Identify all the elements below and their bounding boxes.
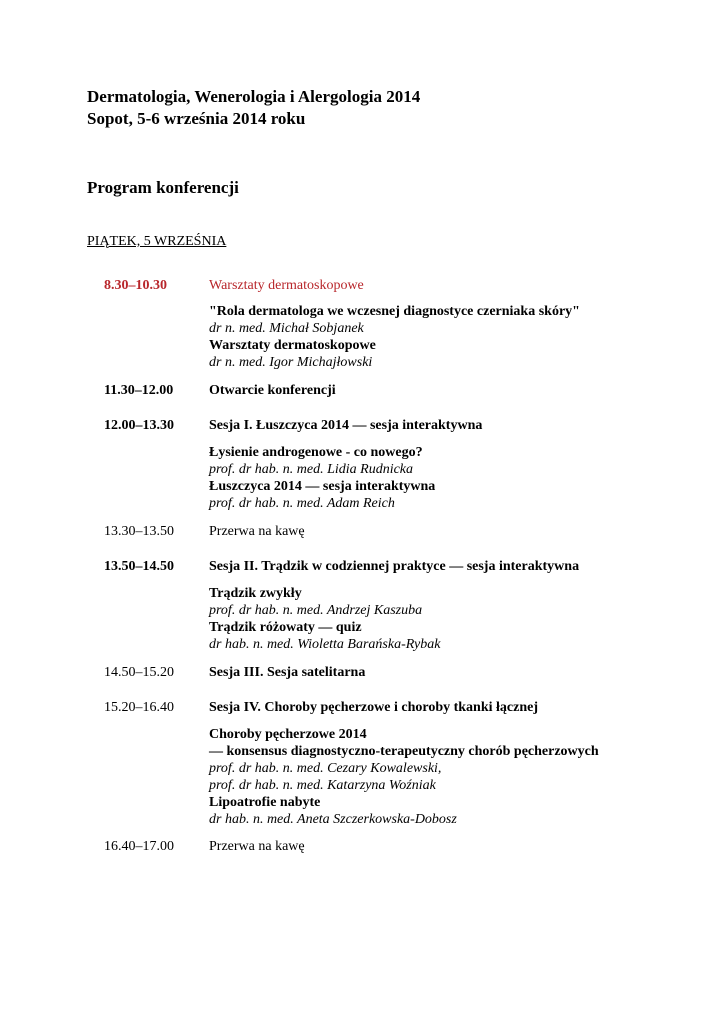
session-content [209,558,709,653]
conference-title-line2: Sopot, 5-6 września 2014 roku [87,109,306,128]
lecture-speaker: dr hab. n. med. Aneta Szczerkowska-Dobosz [209,812,457,827]
session-content [209,277,709,371]
session-time: 15.20–16.40 [104,700,174,715]
lecture-speaker: dr n. med. Igor Michajłowski [209,355,373,370]
session-title: Sesja IV. Choroby pęcherzowe i choroby tkanki łącznej [209,700,538,715]
lecture-speaker: prof. dr hab. n. med. Cezary Kowalewski, [209,761,442,776]
session-time: 16.40–17.00 [104,839,174,854]
session-time: 14.50–15.20 [104,665,174,680]
session-time: 13.30–13.50 [104,524,174,539]
conference-title-line1: Dermatologia, Wenerologia i Alergologia 2014 [87,87,421,106]
session-time: 12.00–13.30 [104,418,174,433]
session-content [209,664,709,681]
lecture-topic: "Rola dermatologa we wczesnej diagnostyce czerniaka skóry" [209,304,580,319]
lecture-speaker: prof. dr hab. n. med. Andrzej Kaszuba [209,603,423,618]
day-heading: PIĄTEK, 5 WRZEŚNIA [87,234,227,249]
lecture-speaker: dr hab. n. med. Wioletta Barańska-Rybak [209,637,441,652]
lecture-speaker: dr n. med. Michał Sobjanek [209,321,364,336]
session-time: 13.50–14.50 [104,559,174,574]
lecture-topic: Łuszczyca 2014 — sesja interaktywna [209,479,436,494]
lecture-topic: Łysienie androgenowe - co nowego? [209,445,423,460]
session-content [209,523,709,540]
lecture-speaker: prof. dr hab. n. med. Adam Reich [209,496,395,511]
session-title: Przerwa na kawę [209,839,305,854]
lecture-topic: Lipoatrofie nabyte [209,795,321,810]
program-heading: Program konferencji [87,178,239,197]
session-title: Sesja II. Trądzik w codziennej praktyce — sesja interaktywna [209,559,580,574]
session-time: 8.30–10.30 [104,278,167,293]
lecture-topic-subtitle: — konsensus diagnostyczno-terapeutyczny chorób pęcherzowych [209,744,599,759]
session-content [209,699,709,828]
session-title: Przerwa na kawę [209,524,305,539]
lecture-speaker: prof. dr hab. n. med. Lidia Rudnicka [209,462,414,477]
lecture-topic: Trądzik zwykły [209,586,302,601]
session-title: Sesja III. Sesja satelitarna [209,665,366,680]
lecture-topic: Choroby pęcherzowe 2014 [209,727,367,742]
session-title: Sesja I. Łuszczyca 2014 — sesja interaktywna [209,418,483,433]
lecture-speaker: prof. dr hab. n. med. Katarzyna Woźniak [209,778,436,793]
lecture-topic: Trądzik różowaty — quiz [209,620,362,635]
session-time: 11.30–12.00 [104,383,174,398]
session-title: Warsztaty dermatoskopowe [209,278,364,293]
conference-title [87,86,420,130]
session-content [209,838,709,855]
session-content [209,382,709,399]
session-title: Otwarcie konferencji [209,383,336,398]
session-content [209,417,709,512]
lecture-topic: Warsztaty dermatoskopowe [209,338,376,353]
